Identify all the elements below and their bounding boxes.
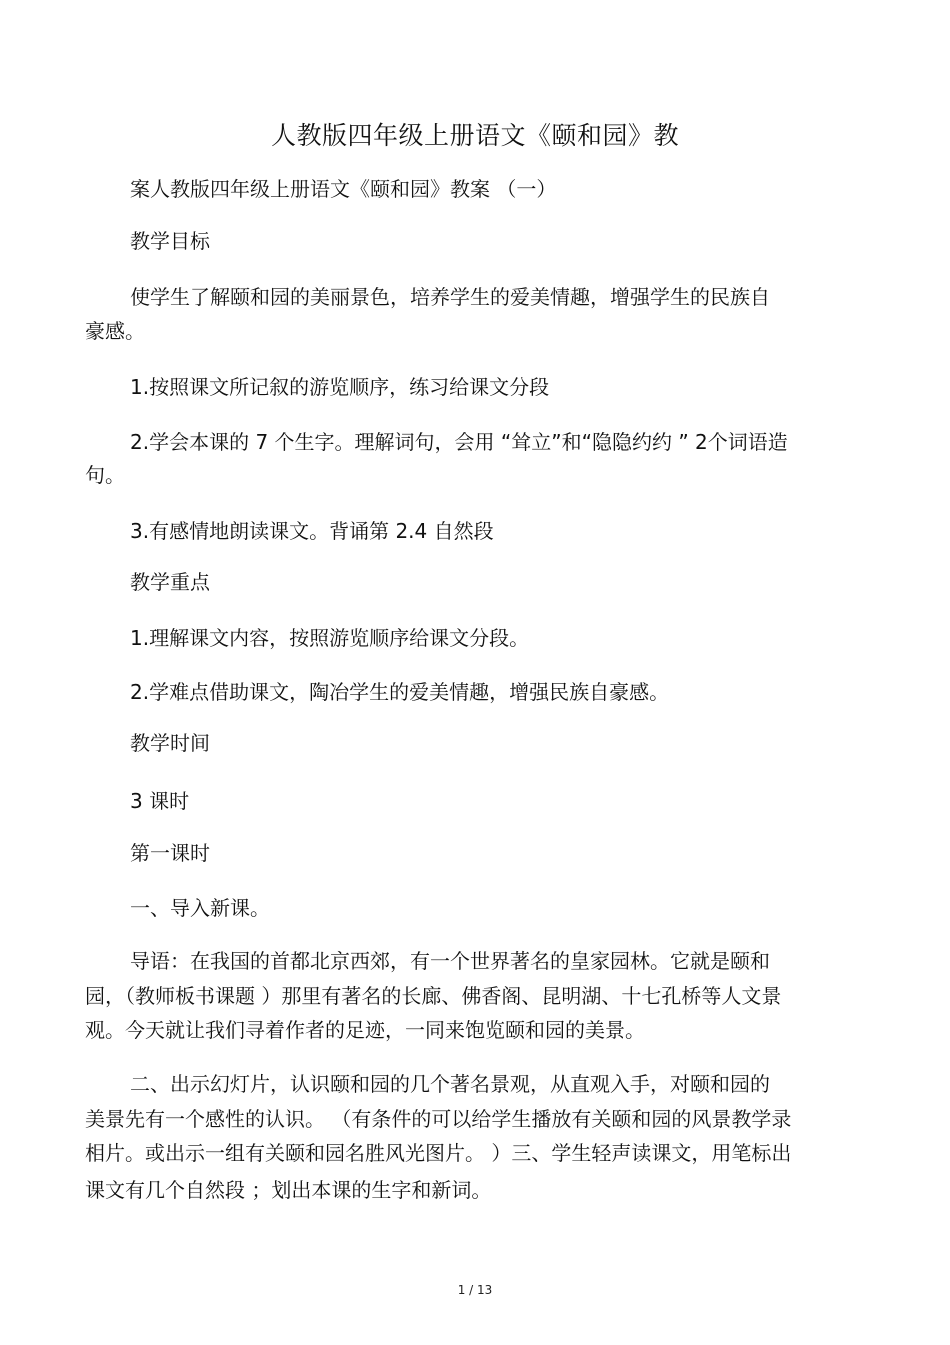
paragraph-line: 美景先有一个感性的认识。 （有条件的可以给学生播放有关颐和园的风景教学录 <box>85 1107 792 1131</box>
page-indicator: 1 / 13 <box>457 1283 493 1297</box>
paragraph-line: 1.理解课文内容，按照游览顺序给课文分段。 <box>130 626 530 650</box>
paragraph-line: 一、导入新课。 <box>130 896 270 920</box>
section-heading: 教学重点 <box>130 570 210 594</box>
paragraph-line: 豪感。 <box>85 319 145 343</box>
paragraph-line: 3 课时 <box>130 789 190 813</box>
paragraph-line: 观。今天就让我们寻着作者的足迹，一同来饱览颐和园的美景。 <box>85 1018 645 1042</box>
paragraph-line: 使学生了解颐和园的美丽景色，培养学生的爱美情趣，增强学生的民族自 <box>130 285 770 309</box>
document-title: 人教版四年级上册语文《颐和园》教 <box>270 121 679 150</box>
paragraph-line: 2.学难点借助课文，陶冶学生的爱美情趣，增强民族自豪感。 <box>130 680 670 704</box>
section-heading: 第一课时 <box>130 841 210 865</box>
paragraph-line: 相片。或出示一组有关颐和园名胜风光图片。 ）三、学生轻声读课文，用笔标出 <box>85 1141 792 1165</box>
paragraph-line: 3.有感情地朗读课文。背诵第 2.4 自然段 <box>130 519 494 543</box>
paragraph-line: 2.学会本课的 7 个生字。理解词句，会用 “耸立”和“隐隐约约 ” 2个词语造 <box>130 430 788 454</box>
paragraph-line: 二、出示幻灯片，认识颐和园的几个著名景观，从直观入手，对颐和园的 <box>130 1072 770 1096</box>
paragraph-line: 课文有几个自然段 ；划出本课的生字和新词。 <box>85 1178 492 1202</box>
section-heading: 教学目标 <box>130 229 210 253</box>
paragraph-line: 句。 <box>85 463 125 487</box>
paragraph-line: 案人教版四年级上册语文《颐和园》教案 （一） <box>130 177 557 201</box>
paragraph-line: 导语：在我国的首都北京西郊，有一个世界著名的皇家园林。它就是颐和 <box>130 949 770 973</box>
paragraph-line: 园，（教师板书课题 ）那里有著名的长廊、佛香阁、昆明湖、十七孔桥等人文景 <box>85 984 782 1008</box>
section-heading: 教学时间 <box>130 731 210 755</box>
paragraph-line: 1.按照课文所记叙的游览顺序，练习给课文分段 <box>130 375 550 399</box>
